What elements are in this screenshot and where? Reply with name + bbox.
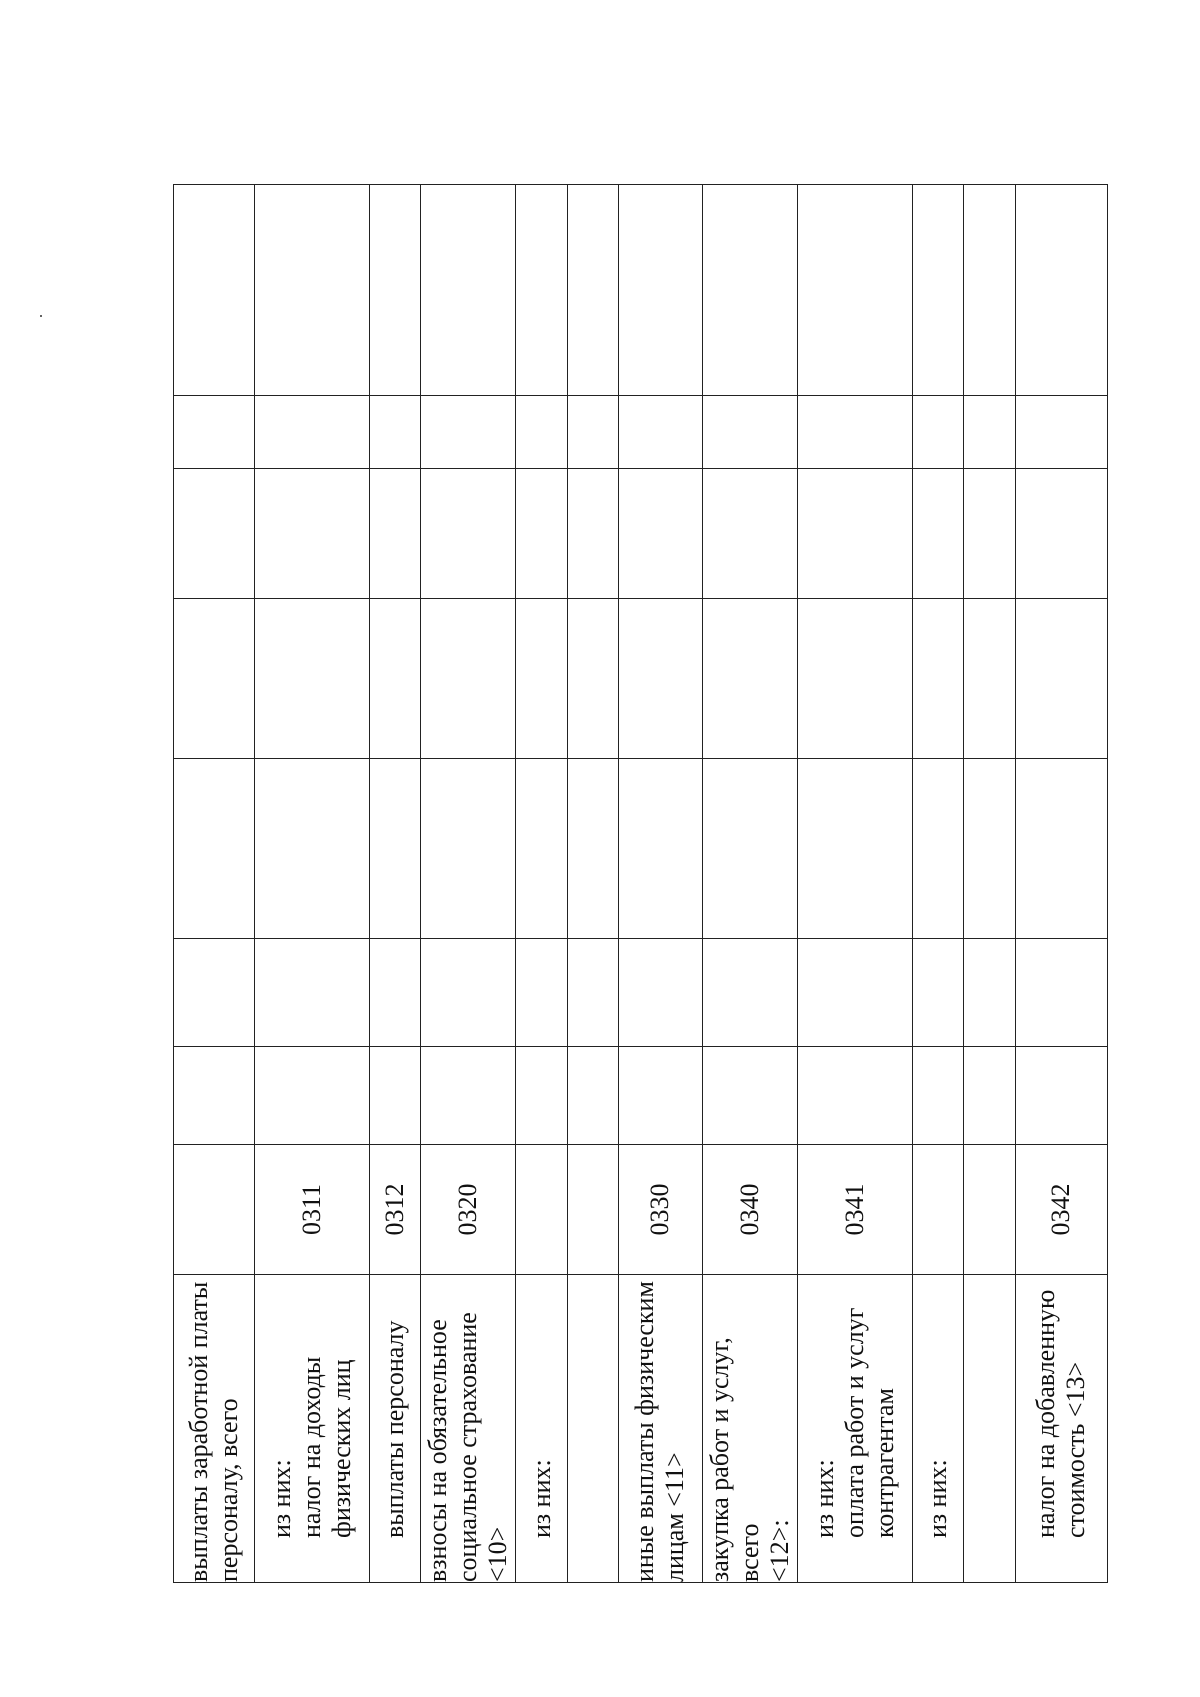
row-label-line: социальное страхование <10> bbox=[453, 1312, 513, 1582]
value-cell[interactable] bbox=[702, 939, 797, 1047]
value-cell[interactable] bbox=[618, 939, 702, 1047]
value-cell[interactable] bbox=[516, 396, 567, 469]
row-label-line: из них: bbox=[266, 1459, 296, 1538]
row-label-line: физических лиц bbox=[326, 1359, 356, 1538]
table-row bbox=[798, 185, 913, 1583]
value-cell[interactable] bbox=[254, 396, 369, 469]
value-cell[interactable] bbox=[702, 1047, 797, 1145]
value-cell[interactable] bbox=[567, 1047, 618, 1145]
value-cell[interactable] bbox=[174, 185, 255, 396]
value-cell[interactable] bbox=[421, 759, 516, 939]
value-cell[interactable] bbox=[964, 939, 1015, 1047]
row-label-line: выплаты заработной платы bbox=[183, 1281, 213, 1582]
table-row bbox=[702, 185, 797, 1583]
row-label-cell bbox=[567, 1275, 618, 1583]
value-cell[interactable] bbox=[913, 396, 964, 469]
value-cell[interactable] bbox=[913, 599, 964, 759]
value-cell[interactable] bbox=[798, 939, 913, 1047]
value-cell[interactable] bbox=[174, 599, 255, 759]
value-cell[interactable] bbox=[618, 599, 702, 759]
row-label-line: лицам <11> bbox=[660, 1452, 690, 1582]
row-label-line: закупка работ и услуг, всего bbox=[704, 1337, 764, 1582]
value-cell[interactable] bbox=[798, 599, 913, 759]
row-code-cell bbox=[516, 1145, 567, 1275]
value-cell[interactable] bbox=[618, 759, 702, 939]
row-label-cell bbox=[174, 1275, 255, 1583]
table-row bbox=[369, 185, 420, 1583]
row-code-cell: 0340 bbox=[702, 1145, 797, 1275]
row-label-line: иные выплаты физическим bbox=[630, 1281, 660, 1582]
table-row bbox=[174, 185, 255, 1583]
value-cell[interactable] bbox=[702, 599, 797, 759]
value-cell[interactable] bbox=[421, 396, 516, 469]
table-row bbox=[913, 185, 964, 1583]
value-cell[interactable] bbox=[798, 759, 913, 939]
value-cell[interactable] bbox=[254, 939, 369, 1047]
value-cell[interactable] bbox=[174, 1047, 255, 1145]
row-label-line: контрагентам bbox=[870, 1388, 900, 1538]
value-cell[interactable] bbox=[516, 939, 567, 1047]
value-cell[interactable] bbox=[702, 469, 797, 599]
value-cell[interactable] bbox=[567, 396, 618, 469]
row-label-line: из них: bbox=[810, 1459, 840, 1538]
table-row bbox=[618, 185, 702, 1583]
value-cell[interactable] bbox=[174, 939, 255, 1047]
value-cell[interactable] bbox=[369, 396, 420, 469]
value-cell[interactable] bbox=[798, 396, 913, 469]
value-cell[interactable] bbox=[421, 185, 516, 396]
value-cell[interactable] bbox=[254, 185, 369, 396]
row-label-cell bbox=[1015, 1275, 1107, 1583]
value-cell[interactable] bbox=[798, 469, 913, 599]
row-label-cell bbox=[516, 1275, 567, 1583]
value-cell[interactable] bbox=[254, 759, 369, 939]
value-cell[interactable] bbox=[567, 599, 618, 759]
value-cell[interactable] bbox=[913, 1047, 964, 1145]
table-row bbox=[1015, 185, 1107, 1583]
value-cell[interactable] bbox=[964, 469, 1015, 599]
value-cell[interactable] bbox=[913, 185, 964, 396]
value-cell[interactable] bbox=[964, 599, 1015, 759]
row-label-cell bbox=[421, 1275, 516, 1583]
value-cell[interactable] bbox=[254, 599, 369, 759]
value-cell[interactable] bbox=[618, 185, 702, 396]
value-cell[interactable] bbox=[1015, 599, 1107, 759]
row-code-cell: 0341 bbox=[798, 1145, 913, 1275]
row-code-cell bbox=[567, 1145, 618, 1275]
value-cell[interactable] bbox=[421, 939, 516, 1047]
row-code-cell: 0311 bbox=[254, 1145, 369, 1275]
value-cell[interactable] bbox=[702, 185, 797, 396]
value-cell[interactable] bbox=[702, 396, 797, 469]
value-cell[interactable] bbox=[964, 396, 1015, 469]
value-cell[interactable] bbox=[254, 469, 369, 599]
row-code-cell: 0330 bbox=[618, 1145, 702, 1275]
value-cell[interactable] bbox=[369, 185, 420, 396]
value-cell[interactable] bbox=[174, 469, 255, 599]
value-cell[interactable] bbox=[964, 185, 1015, 396]
row-label-cell bbox=[702, 1275, 797, 1583]
value-cell[interactable] bbox=[1015, 185, 1107, 396]
value-cell[interactable] bbox=[516, 185, 567, 396]
row-code-cell bbox=[174, 1145, 255, 1275]
row-label-line: персоналу, всего bbox=[213, 1398, 243, 1582]
value-cell[interactable] bbox=[1015, 759, 1107, 939]
row-label-cell bbox=[964, 1275, 1015, 1583]
value-cell[interactable] bbox=[516, 469, 567, 599]
table-row bbox=[516, 185, 567, 1583]
row-label-line: из них: bbox=[526, 1459, 556, 1538]
value-cell[interactable] bbox=[1015, 469, 1107, 599]
value-cell[interactable] bbox=[567, 469, 618, 599]
value-cell[interactable] bbox=[964, 759, 1015, 939]
row-label-line: оплата работ и услуг bbox=[840, 1307, 870, 1538]
row-code-cell: 0320 bbox=[421, 1145, 516, 1275]
value-cell[interactable] bbox=[618, 1047, 702, 1145]
row-label-cell bbox=[254, 1275, 369, 1583]
value-cell[interactable] bbox=[174, 759, 255, 939]
value-cell[interactable] bbox=[369, 759, 420, 939]
value-cell[interactable] bbox=[516, 599, 567, 759]
row-label-line: из них: bbox=[923, 1459, 953, 1538]
value-cell[interactable] bbox=[421, 599, 516, 759]
value-cell[interactable] bbox=[1015, 396, 1107, 469]
table-row bbox=[567, 185, 618, 1583]
table-body bbox=[174, 185, 1108, 1583]
value-cell[interactable] bbox=[369, 469, 420, 599]
value-cell[interactable] bbox=[618, 396, 702, 469]
value-cell[interactable] bbox=[421, 1047, 516, 1145]
rotated-page bbox=[173, 185, 1108, 1583]
row-code-cell: 0312 bbox=[369, 1145, 420, 1275]
row-label-line: выплаты персоналу bbox=[379, 1320, 409, 1538]
value-cell[interactable] bbox=[567, 759, 618, 939]
row-label-cell bbox=[618, 1275, 702, 1583]
value-cell[interactable] bbox=[1015, 939, 1107, 1047]
table-row bbox=[421, 185, 516, 1583]
scan-speck bbox=[40, 315, 42, 317]
row-code-cell bbox=[913, 1145, 964, 1275]
row-label-cell bbox=[369, 1275, 420, 1583]
row-label-cell bbox=[798, 1275, 913, 1583]
table-row bbox=[254, 185, 369, 1583]
value-cell[interactable] bbox=[369, 599, 420, 759]
value-cell[interactable] bbox=[421, 469, 516, 599]
row-label-line: <12>: bbox=[764, 1519, 794, 1582]
financial-table bbox=[173, 184, 1108, 1583]
row-code-cell bbox=[964, 1145, 1015, 1275]
value-cell[interactable] bbox=[369, 939, 420, 1047]
value-cell[interactable] bbox=[1015, 1047, 1107, 1145]
value-cell[interactable] bbox=[567, 939, 618, 1047]
value-cell[interactable] bbox=[702, 759, 797, 939]
value-cell[interactable] bbox=[964, 1047, 1015, 1145]
value-cell[interactable] bbox=[254, 1047, 369, 1145]
value-cell[interactable] bbox=[567, 185, 618, 396]
row-label-line: стоимость <13> bbox=[1061, 1361, 1091, 1538]
value-cell[interactable] bbox=[516, 759, 567, 939]
value-cell[interactable] bbox=[913, 469, 964, 599]
row-label-line: взносы на обязательное bbox=[423, 1319, 453, 1582]
value-cell[interactable] bbox=[618, 469, 702, 599]
row-label-cell bbox=[913, 1275, 964, 1583]
row-code-cell: 0342 bbox=[1015, 1145, 1107, 1275]
row-label-line: налог на доходы bbox=[296, 1356, 326, 1538]
value-cell[interactable] bbox=[174, 396, 255, 469]
value-cell[interactable] bbox=[798, 185, 913, 396]
value-cell[interactable] bbox=[913, 939, 964, 1047]
value-cell[interactable] bbox=[369, 1047, 420, 1145]
table-row bbox=[964, 185, 1015, 1583]
value-cell[interactable] bbox=[516, 1047, 567, 1145]
row-label-line: налог на добавленную bbox=[1031, 1289, 1061, 1538]
value-cell[interactable] bbox=[798, 1047, 913, 1145]
value-cell[interactable] bbox=[913, 759, 964, 939]
